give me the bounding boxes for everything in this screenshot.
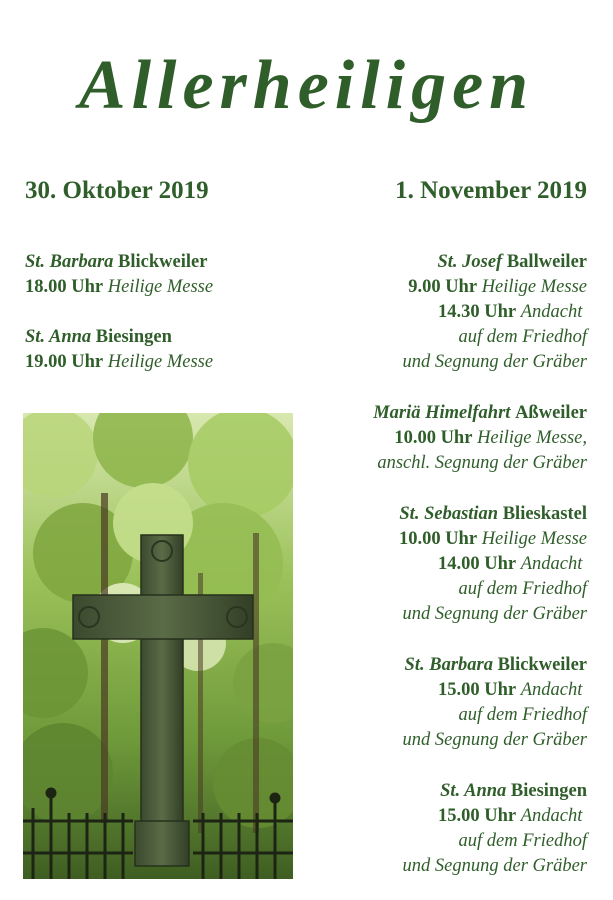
service-type: Andacht xyxy=(520,806,583,826)
service-time: 9.00 Uhr xyxy=(408,277,478,297)
church-place: Biesingen xyxy=(95,327,172,347)
church-saint: Mariä Himelfahrt xyxy=(373,403,511,423)
church-place: Ballweiler xyxy=(506,252,587,272)
service-type: Heilige Messe, xyxy=(477,428,587,448)
church-saint: St. Josef xyxy=(437,252,503,272)
service-time: 14.30 Uhr xyxy=(437,302,517,322)
church-place: Blickweiler xyxy=(118,252,208,272)
service-type: Heilige Messe xyxy=(107,277,214,297)
service-note: auf dem Friedhof xyxy=(458,705,587,725)
cemetery-cross-photo xyxy=(23,413,293,879)
page-title: Allerheiligen xyxy=(78,47,535,124)
church-saint: St. Barbara xyxy=(404,655,493,675)
service-time: 15.00 Uhr xyxy=(437,680,517,700)
service-note: anschl. Segnung der Gräber xyxy=(377,453,587,473)
service-note: auf dem Friedhof xyxy=(458,327,587,347)
service-time: 18.00 Uhr xyxy=(25,277,104,297)
service-note: und Segnung der Gräber xyxy=(402,604,587,624)
service-type: Andacht xyxy=(520,554,583,574)
service-type: Heilige Messe xyxy=(107,352,214,372)
service-time: 19.00 Uhr xyxy=(25,352,104,372)
church-place: Blieskastel xyxy=(502,504,587,524)
service-type: Heilige Messe xyxy=(481,529,587,549)
service-entry xyxy=(25,250,315,300)
service-note: auf dem Friedhof xyxy=(458,831,587,851)
service-note: und Segnung der Gräber xyxy=(402,352,587,372)
church-saint: St. Anna xyxy=(25,327,92,347)
service-time: 14.00 Uhr xyxy=(437,554,517,574)
service-time: 10.00 Uhr xyxy=(394,428,473,448)
schedule-left xyxy=(25,250,315,375)
service-entry xyxy=(287,502,587,627)
service-note: und Segnung der Gräber xyxy=(402,856,587,876)
service-entry xyxy=(287,779,587,879)
date-left: 30. Oktober 2019 xyxy=(25,177,209,204)
church-saint: St. Sebastian xyxy=(399,504,499,524)
church-place: Aßweiler xyxy=(515,403,587,423)
service-type: Heilige Messe xyxy=(481,277,587,297)
church-place: Biesingen xyxy=(510,781,587,801)
service-entry xyxy=(287,250,587,375)
service-type: Andacht xyxy=(520,302,583,322)
church-place: Blickweiler xyxy=(497,655,587,675)
church-saint: St. Anna xyxy=(440,781,507,801)
service-entry xyxy=(287,401,587,476)
service-note: auf dem Friedhof xyxy=(458,579,587,599)
service-time: 15.00 Uhr xyxy=(437,806,517,826)
service-type: Andacht xyxy=(520,680,583,700)
date-right: 1. November 2019 xyxy=(395,177,587,204)
service-time: 10.00 Uhr xyxy=(398,529,478,549)
cross-icon xyxy=(23,413,293,879)
service-entry xyxy=(25,325,315,375)
service-entry xyxy=(287,653,587,753)
schedule-right xyxy=(287,250,587,879)
service-note: und Segnung der Gräber xyxy=(402,730,587,750)
church-saint: St. Barbara xyxy=(25,252,114,272)
